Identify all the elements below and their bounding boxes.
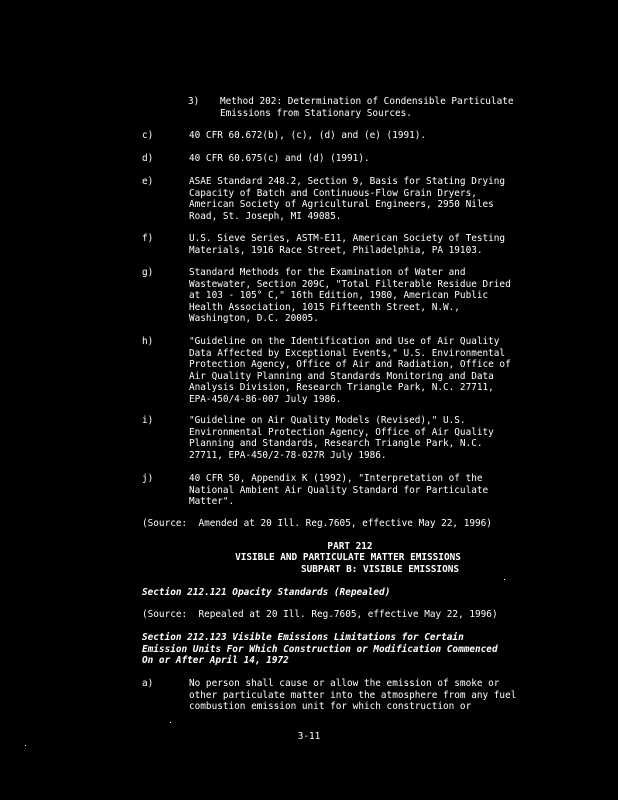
item-text: 40 CFR 60.675(c) and (d) (1991). — [189, 153, 370, 164]
item-letter: g) — [142, 267, 154, 278]
item-letter: c) — [142, 130, 154, 141]
item-letter: e) — [142, 176, 154, 187]
source-note-amended: (Source: Amended at 20 Ill. Reg.7605, effective May 22, 1996) — [142, 518, 492, 529]
item-text: "Guideline on the Identification and Use of Air Quality Data Affected by Exceptional Events," U.S. Environmental Protection Agency, Office of Air and Radiation, Office of Air Quality Planning and Standards Monitoring and Data Analysis Division, Research Triangle Park, N.C. 27711, EPA-450/4-86-007 July 1986. — [189, 336, 511, 405]
item-text: No person shall cause or allow the emission of smoke or other particulate matter into the atmosphere from any fuel combustion emission unit for which construction or — [189, 678, 517, 713]
item-letter: h) — [142, 336, 154, 347]
item-letter: j) — [142, 473, 154, 484]
section-212-121-title: Section 212.121 Opacity Standards (Repealed) — [142, 587, 391, 598]
subpart-title: SUBPART B: VISIBLE EMISSIONS — [300, 564, 460, 575]
item-text: ASAE Standard 248.2, Section 9, Basis for Stating Drying Capacity of Batch and Continuous-Flow Grain Dryers, American Society of Agricultural Engineers, 2950 Niles Road, St. Joseph, MI 49085. — [189, 176, 506, 222]
section-212-123-title: Section 212.123 Visible Emissions Limitations for Certain Emission Units For Which Construction or Modification Commenced On or After April 14, 1972 — [142, 632, 498, 667]
item-text: 40 CFR 50, Appendix K (1992), "Interpretation of the National Ambient Air Quality Standard for Particulate Matter". — [189, 473, 489, 508]
scan-speck — [25, 745, 26, 746]
source-note-repealed: (Source: Repealed at 20 Ill. Reg.7605, effective May 22, 1996) — [142, 609, 498, 620]
item-number: 3) — [188, 96, 200, 107]
item-letter: d) — [142, 153, 154, 164]
scan-speck — [504, 579, 505, 580]
item-text: U.S. Sieve Series, ASTM-E11, American Society of Testing Materials, 1916 Race Street, Philadelphia, PA 19103. — [189, 233, 506, 256]
part-heading: PART 212 — [327, 541, 373, 552]
scan-speck — [170, 722, 171, 723]
item-text: Method 202: Determination of Condensible Particulate Emissions from Stationary Sources. — [220, 96, 514, 119]
item-letter: f) — [142, 233, 154, 244]
item-text: Standard Methods for the Examination of Water and Wastewater, Section 209C, "Total Filterable Residue Dried at 103 - 105° C," 16th Edition, 1980, American Public Health Association, 1015 Fifteenth Street, N.W., Washington, D.C. 20005. — [189, 267, 511, 325]
item-text: "Guideline on Air Quality Models (Revised)," U.S. Environmental Protection Agency, Office of Air Quality Planning and Standards, Research Triangle Park, N.C. 27711, EPA-450/2-78-027R July 1986. — [189, 415, 494, 461]
item-letter: a) — [142, 678, 154, 689]
page-number: 3-11 — [297, 731, 321, 742]
item-text: 40 CFR 60.672(b), (c), (d) and (e) (1991). — [189, 130, 427, 141]
part-title: VISIBLE AND PARTICULATE MATTER EMISSIONS — [235, 552, 461, 563]
item-letter: i) — [142, 415, 154, 426]
